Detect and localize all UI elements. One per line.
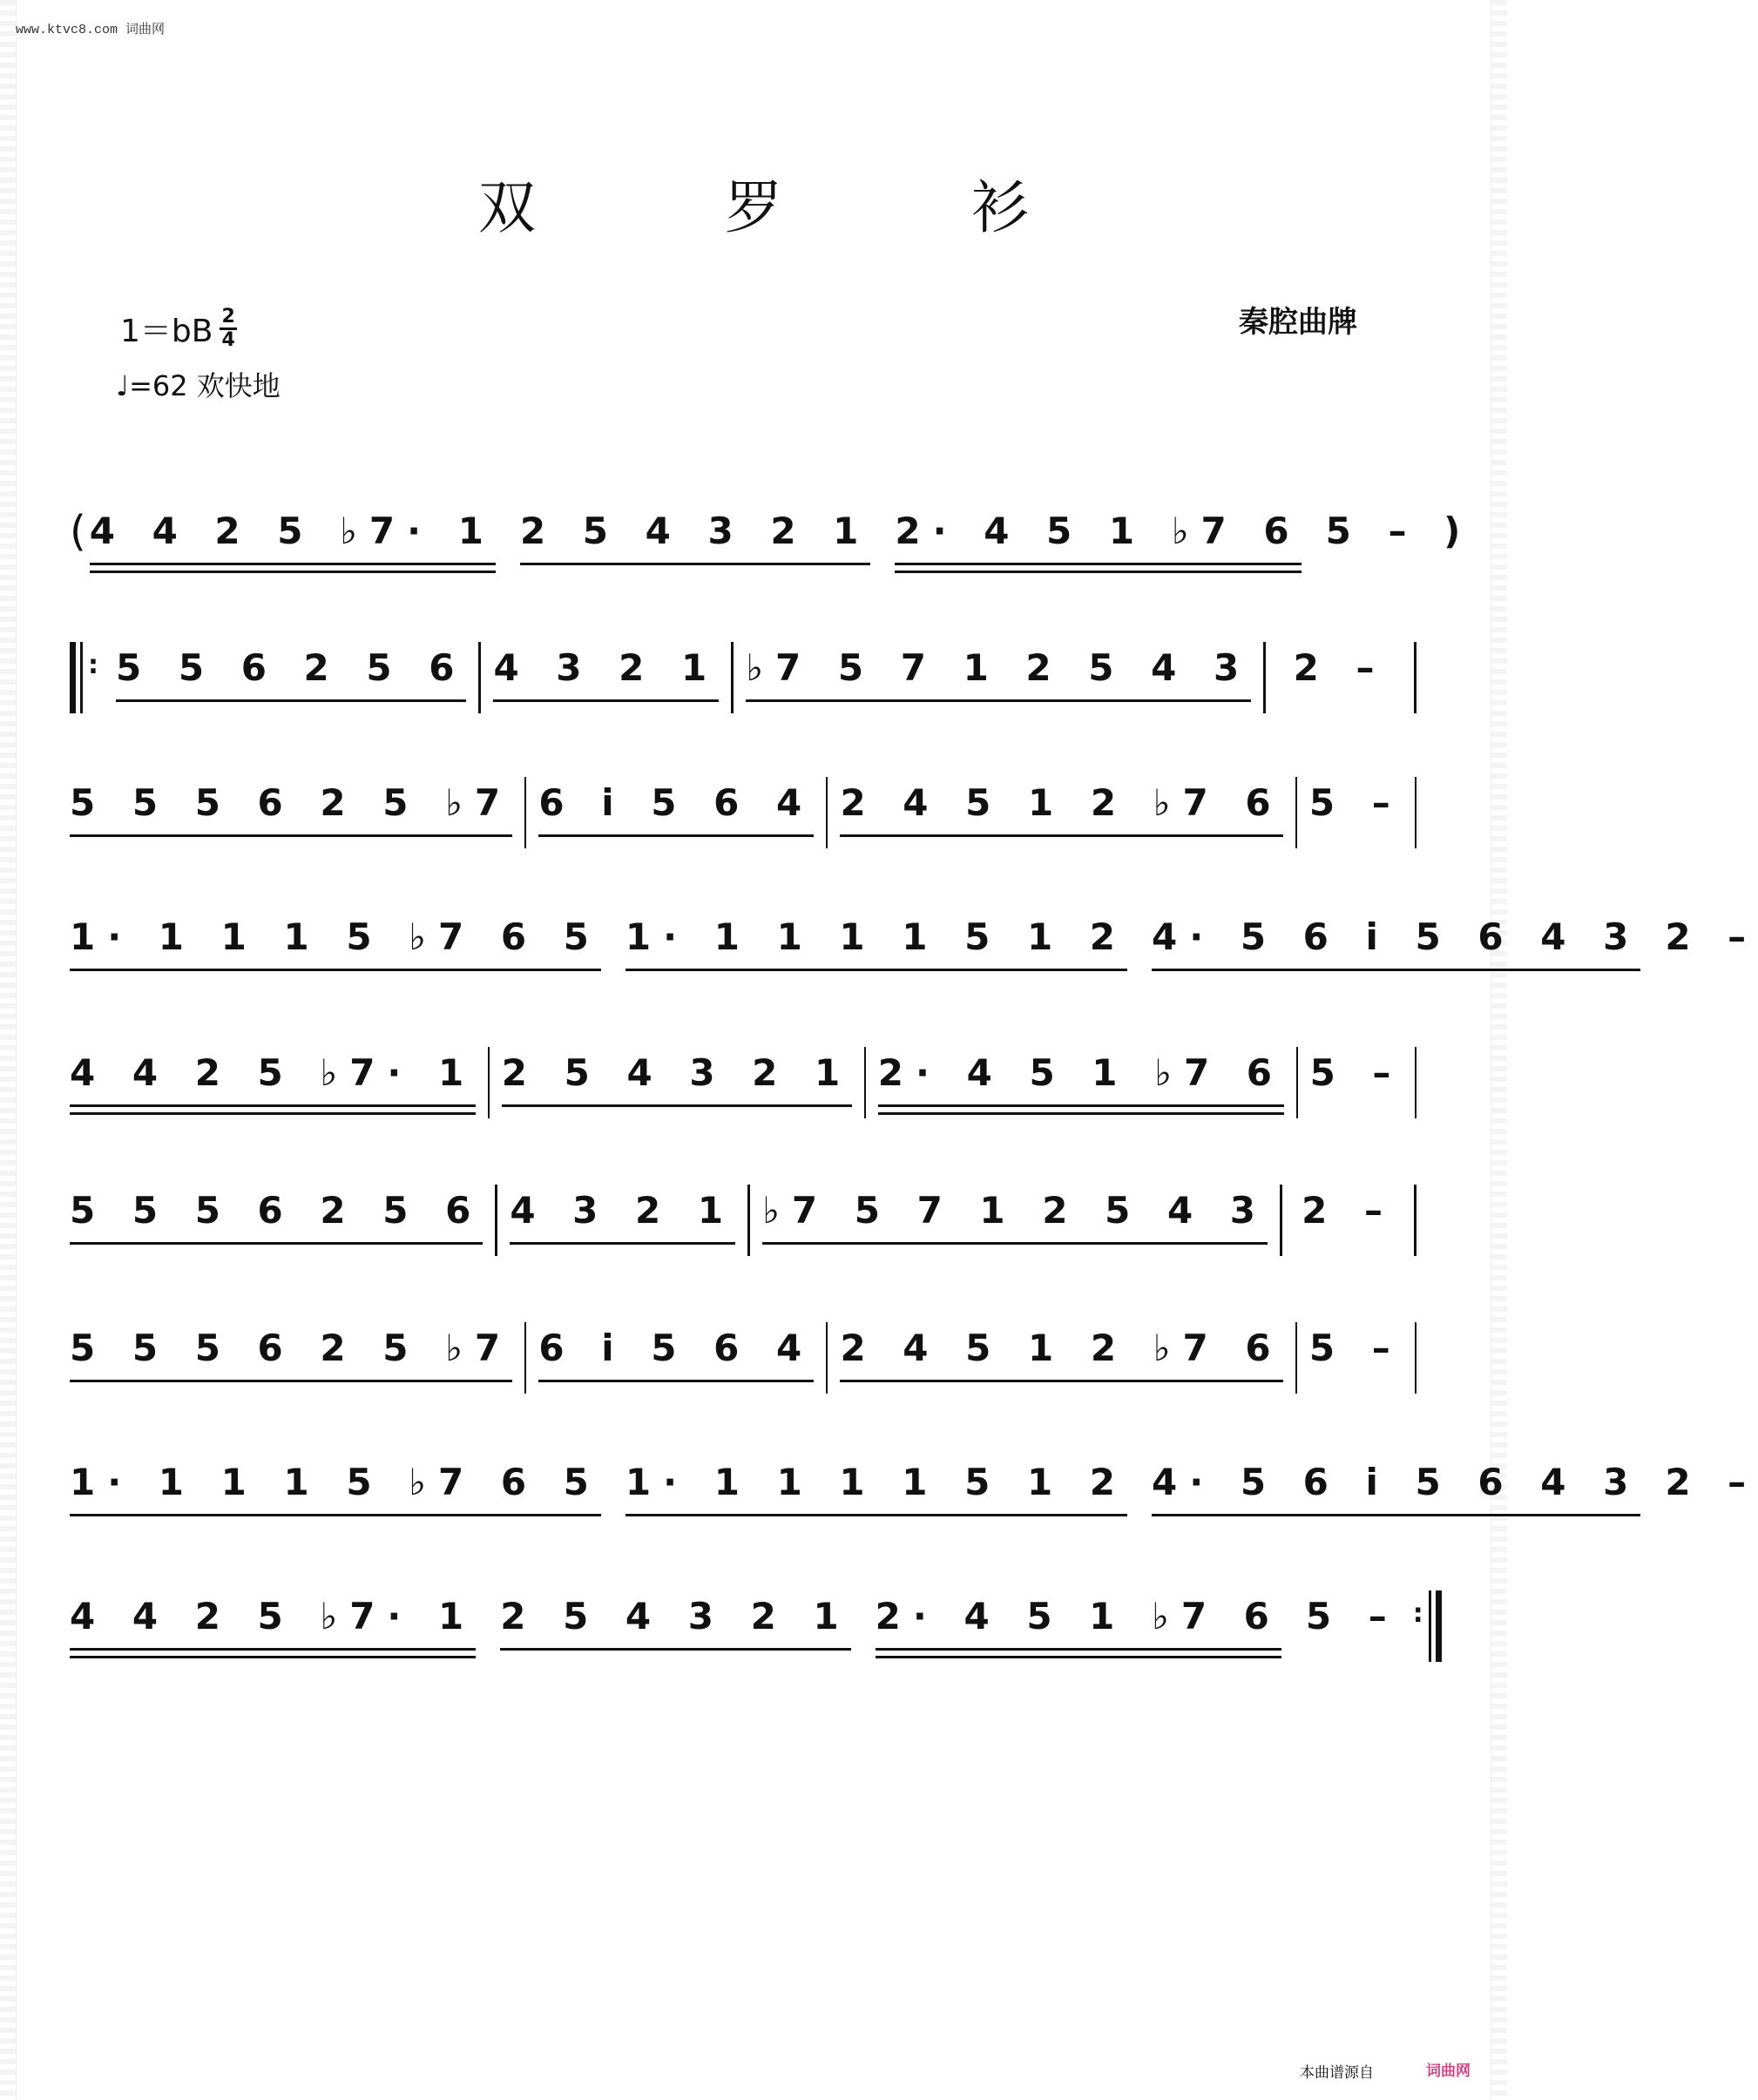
- notes: 4 4 2 5 ♭7· 1: [70, 1590, 476, 1651]
- notes: 4· 5 6 i 5 6 4 3: [1152, 1456, 1640, 1516]
- notes: 6 i 5 6 4: [538, 1322, 814, 1382]
- measure: [1295, 1185, 1402, 1242]
- notes: 5 – ): [1325, 510, 1473, 552]
- measure: [70, 1456, 601, 1516]
- measure: [70, 1185, 483, 1245]
- barline: [826, 1322, 828, 1394]
- notes: 1· 1 1 1 1 5 1 2: [625, 911, 1127, 971]
- repeat-start-sign: :: [70, 642, 104, 713]
- measure: [502, 1047, 852, 1107]
- page-title: 双 罗 衫: [478, 174, 1114, 241]
- notes: 2 5 4 3 2 1: [500, 1590, 850, 1651]
- barline: [524, 777, 526, 848]
- notes: 2 –: [1293, 646, 1387, 689]
- measure: [840, 1322, 1282, 1382]
- staff-line-1: [70, 505, 1473, 601]
- key-label: 1＝bB: [120, 314, 213, 349]
- notes: 5 –: [1308, 1327, 1403, 1369]
- measure: [520, 505, 870, 565]
- notes: 1· 1 1 1 1 5 1 2: [625, 1456, 1127, 1516]
- barline: [495, 1185, 497, 1256]
- left-margin-strip: [0, 0, 17, 2100]
- barline: [731, 642, 734, 713]
- measure: [878, 1047, 1284, 1107]
- notes: 4 3 2 1: [510, 1185, 735, 1245]
- barline: [1295, 1322, 1297, 1394]
- notes: 2 –: [1665, 1461, 1758, 1503]
- barline: [1415, 1047, 1417, 1118]
- composer-label: 秦腔曲牌: [1239, 305, 1357, 340]
- measure: [1309, 777, 1403, 834]
- notes: 1· 1 1 1 5 ♭7 6 5: [70, 1456, 601, 1516]
- measure: [500, 1590, 850, 1651]
- measure: [538, 1322, 814, 1382]
- measure: [762, 1185, 1268, 1245]
- staff-line-8: [70, 1456, 1758, 1552]
- barline: [1295, 777, 1297, 848]
- measure: [70, 1322, 512, 1382]
- source-label: 本曲谱源自: [1300, 2064, 1374, 2082]
- notes: 2 5 4 3 2 1: [502, 1047, 852, 1107]
- barline: [478, 642, 481, 713]
- barline: [488, 1047, 490, 1118]
- notes: ♭7 5 7 1 2 5 4 3: [762, 1185, 1268, 1245]
- barline: [1414, 642, 1417, 713]
- notes: 1· 1 1 1 5 ♭7 6 5: [70, 911, 601, 971]
- measure: [1665, 911, 1758, 969]
- measure: [90, 505, 496, 565]
- barline: [1415, 777, 1417, 848]
- measure: [1152, 1456, 1640, 1516]
- key-signature: [120, 307, 237, 351]
- notes: 2· 4 5 1 ♭7 6: [895, 505, 1301, 565]
- measure: [1309, 1322, 1403, 1380]
- measure: [1310, 1047, 1403, 1104]
- measure: [70, 1047, 476, 1107]
- measure: [746, 642, 1251, 702]
- notes: 5 5 5 6 2 5 6: [70, 1185, 483, 1245]
- source-site-link[interactable]: 词曲网: [1426, 2063, 1471, 2080]
- measure: [70, 911, 601, 971]
- notes: 4· 5 6 i 5 6 4 3: [1152, 911, 1640, 971]
- staff-line-5: [70, 1047, 1429, 1143]
- measure: [70, 1590, 476, 1651]
- notes: 4 3 2 1: [493, 642, 719, 702]
- staff-line-3: [70, 777, 1429, 873]
- measure: [625, 1456, 1127, 1516]
- measure: [493, 642, 719, 702]
- measure: [1152, 911, 1640, 971]
- measure: [1326, 505, 1473, 563]
- notes: 5 –: [1308, 781, 1403, 824]
- notes: 2· 4 5 1 ♭7 6: [876, 1590, 1281, 1651]
- measure: [538, 777, 814, 837]
- notes: 5 5 5 6 2 5 ♭7: [70, 777, 512, 837]
- notes: 5 5 5 6 2 5 ♭7: [70, 1322, 512, 1382]
- repeat-end-sign: :: [1408, 1590, 1442, 1662]
- notes: 6 i 5 6 4: [538, 777, 814, 837]
- staff-line-9: [70, 1590, 1429, 1686]
- tempo-marking: ♩=62 欢快地: [116, 369, 281, 402]
- time-sig-numerator: 2: [220, 307, 236, 330]
- measure: [840, 777, 1282, 837]
- barline: [1263, 642, 1266, 713]
- notes: 2 4 5 1 2 ♭7 6: [840, 1322, 1282, 1382]
- staff-line-4: [70, 911, 1758, 1007]
- open-paren: (: [70, 507, 86, 556]
- barline: [747, 1185, 750, 1256]
- time-sig-denominator: 4: [221, 329, 235, 351]
- notes: 4 4 2 5 ♭7· 1: [90, 505, 496, 565]
- staff-line-7: [70, 1322, 1429, 1418]
- staff-line-2: [70, 642, 1429, 738]
- notes: 2 5 4 3 2 1: [520, 505, 870, 565]
- right-margin-strip: [1491, 0, 1507, 2100]
- time-signature: [220, 307, 236, 351]
- notes: 2 –: [1665, 915, 1758, 958]
- measure: [1306, 1590, 1399, 1648]
- barline: [524, 1322, 526, 1394]
- barline: [1296, 1047, 1298, 1118]
- notes: ♭7 5 7 1 2 5 4 3: [746, 642, 1251, 702]
- notes: 5 5 6 2 5 6: [116, 642, 466, 702]
- notes: 5 –: [1309, 1051, 1403, 1094]
- measure: [70, 777, 512, 837]
- notes: 2 4 5 1 2 ♭7 6: [840, 777, 1282, 837]
- measure: [625, 911, 1127, 971]
- barline: [864, 1047, 866, 1118]
- notes: 2· 4 5 1 ♭7 6: [878, 1047, 1284, 1107]
- barline: [1414, 1185, 1417, 1256]
- barline: [1415, 1322, 1417, 1394]
- notes: 2 –: [1302, 1189, 1395, 1232]
- barline: [1280, 1185, 1282, 1256]
- measure: [510, 1185, 735, 1245]
- measure: [895, 505, 1301, 565]
- measure: [876, 1590, 1281, 1651]
- notes: 4 4 2 5 ♭7· 1: [70, 1047, 476, 1107]
- measure: [1278, 642, 1402, 699]
- measure: [116, 642, 466, 702]
- barline: [826, 777, 828, 848]
- notes: 5 –: [1305, 1595, 1399, 1637]
- measure: [1665, 1456, 1758, 1514]
- site-url: www.ktvc8.com 词曲网: [16, 23, 166, 37]
- staff-line-6: [70, 1185, 1429, 1280]
